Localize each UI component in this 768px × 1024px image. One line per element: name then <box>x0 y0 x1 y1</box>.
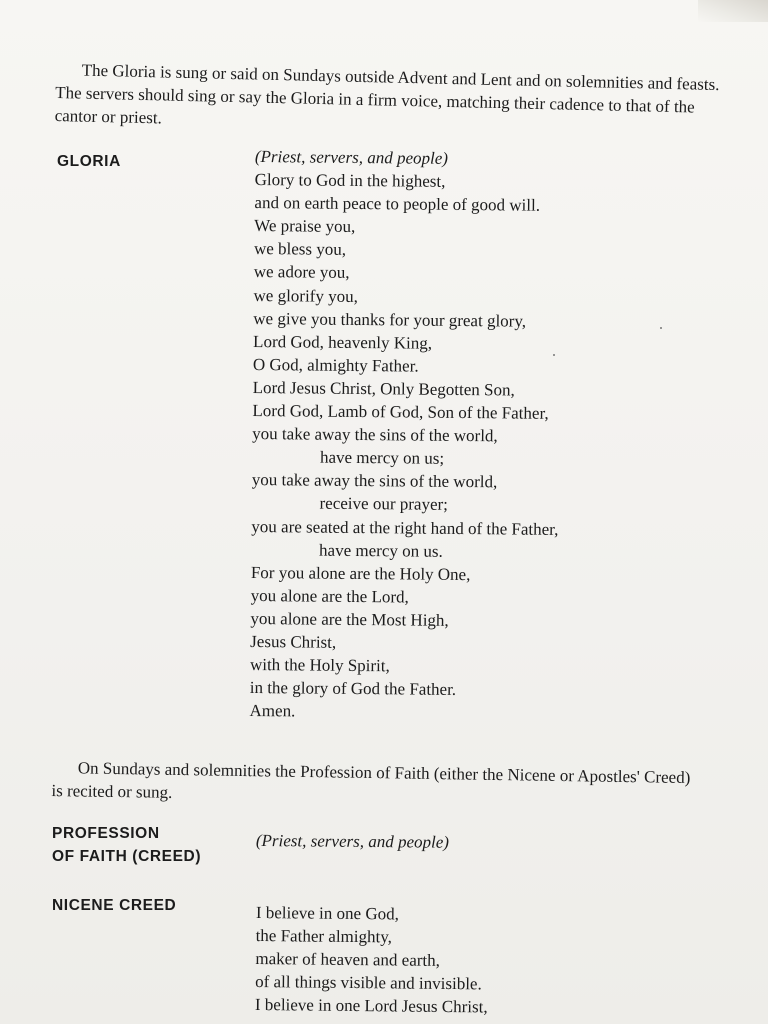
gloria-line: in the glory of God the Father. <box>249 678 457 700</box>
gloria-line: Lord God, Lamb of God, Son of the Father, <box>252 401 549 423</box>
gloria-line: you are seated at the right hand of the Father, <box>251 516 559 539</box>
profession-of-faith-heading <box>52 822 201 868</box>
gloria-line: O God, almighty Father. <box>252 354 419 376</box>
gloria-rubric: (Priest, servers, and people) <box>254 146 449 168</box>
profession-heading-line-2: OF FAITH (CREED) <box>52 848 202 865</box>
gloria-line: have mercy on us; <box>319 447 445 469</box>
creed-line: the Father almighty, <box>255 926 393 947</box>
gloria-line: you alone are the Lord, <box>250 585 409 607</box>
gloria-line: you alone are the Most High, <box>250 608 449 630</box>
creed-line: I believe in one Lord Jesus Christ, <box>254 995 488 1017</box>
gloria-line: Jesus Christ, <box>250 631 337 652</box>
gloria-line: We praise you, <box>254 216 356 237</box>
creed-line: I believe in one God, <box>255 902 400 924</box>
gloria-line: we give you thanks for your great glory, <box>253 308 527 331</box>
page-corner-shadow <box>698 0 768 22</box>
gloria-line: with the Holy Spirit, <box>249 655 390 676</box>
gloria-line: For you alone are the Holy One, <box>250 562 471 584</box>
gloria-line: and on earth peace to people of good will. <box>254 193 541 215</box>
gloria-line: Amen. <box>249 701 296 721</box>
profession-rubric: (Priest, servers, and people) <box>255 830 450 852</box>
gloria-line: Lord God, heavenly King, <box>253 331 433 353</box>
creed-line: maker of heaven and earth, <box>255 949 441 971</box>
paper-speck <box>553 354 555 356</box>
gloria-line: we adore you, <box>253 262 350 283</box>
nicene-creed-heading: NICENE CREED <box>52 897 177 914</box>
gloria-heading: GLORIA <box>57 153 121 170</box>
gloria-intro-paragraph: The Gloria is sung or said on Sundays outside Advent and Lent and on solemnities and feasts. The servers should sing or say the Gloria in a firm voice, matching their cadence to that of the cantor or priest. <box>54 60 720 128</box>
profession-heading-line-1: PROFESSION <box>52 825 160 842</box>
gloria-line: Lord Jesus Christ, Only Begotten Son, <box>252 377 515 400</box>
creed-intro-paragraph: On Sundays and solemnities the Profession of Faith (either the Nicene or Apostles' Creed) is recited or sung. <box>51 758 691 802</box>
gloria-line: you take away the sins of the world, <box>252 424 498 446</box>
nicene-creed-text <box>255 901 489 1019</box>
creed-line: of all things visible and invisible. <box>255 972 482 994</box>
paper-speck <box>660 327 662 329</box>
gloria-line: we bless you, <box>253 239 347 260</box>
gloria-line: we glorify you, <box>253 285 358 306</box>
gloria-text <box>249 145 562 725</box>
gloria-line: receive our prayer; <box>319 494 449 515</box>
gloria-line: Glory to God in the highest, <box>254 170 446 191</box>
gloria-line: you take away the sins of the world, <box>251 470 498 492</box>
gloria-line: have mercy on us. <box>319 540 443 561</box>
